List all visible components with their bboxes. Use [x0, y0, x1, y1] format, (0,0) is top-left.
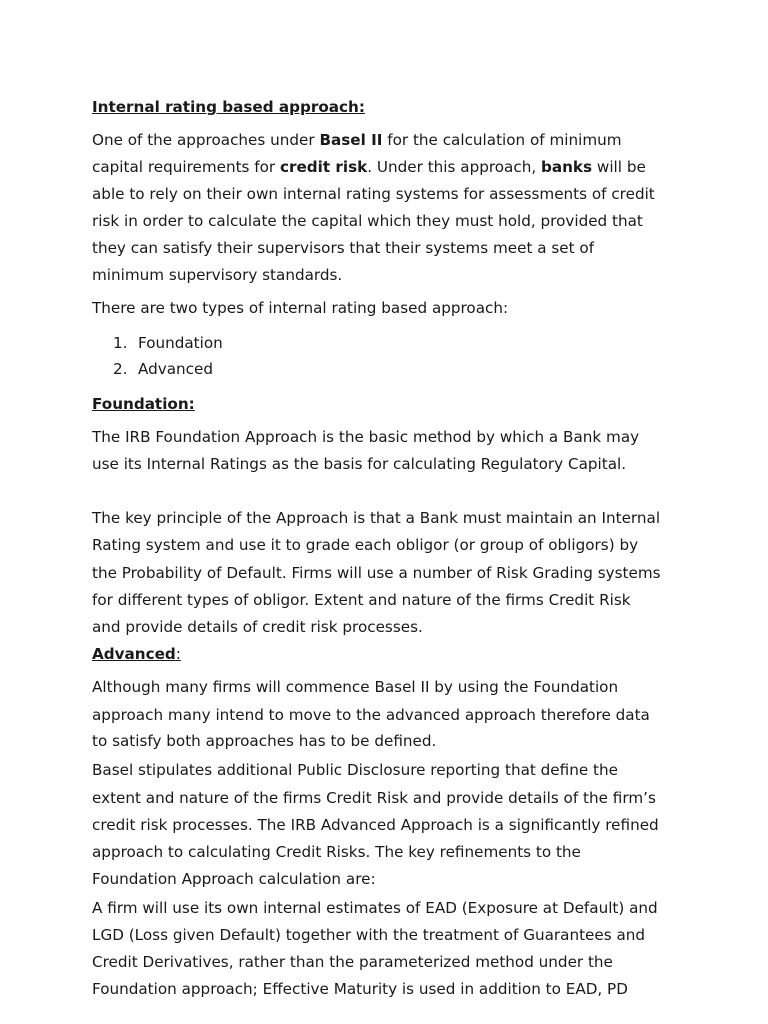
intro-line-6: minimum supervisory standards. — [92, 266, 343, 284]
intro-line-5: they can satisfy their supervisors that their systems meet a set of — [92, 239, 595, 257]
advanced-p3-line: Credit Derivatives, rather than the parameterized method under the — [92, 953, 613, 971]
heading-advanced — [92, 644, 181, 664]
bold-term-credit-risk: credit risk — [280, 158, 368, 176]
advanced-p1-line: approach many intend to move to the advanced approach therefore data — [92, 706, 650, 724]
intro-line-3: able to rely on their own internal rating systems for assessments of credit — [92, 185, 655, 203]
advanced-p1-line: to satisfy both approaches has to be defined. — [92, 732, 437, 750]
list-number: 1. — [113, 334, 128, 352]
bold-term-banks: banks — [541, 158, 593, 176]
intro-text: capital requirements for — [92, 158, 280, 176]
foundation-p2-line: and provide details of credit risk processes. — [92, 618, 423, 636]
intro-line-4: risk in order to calculate the capital which they must hold, provided that — [92, 212, 643, 230]
advanced-p2-line: Foundation Approach calculation are: — [92, 870, 376, 888]
advanced-p1-line: Although many firms will commence Basel II by using the Foundation — [92, 678, 619, 696]
foundation-p2-line: Rating system and use it to grade each obligor (or group of obligors) by — [92, 536, 639, 554]
intro-text: . Under this approach, — [367, 158, 541, 176]
intro-text: will be — [592, 158, 646, 176]
advanced-p2-line: extent and nature of the firms Credit Risk and provide details of the firm’s — [92, 789, 656, 807]
intro-line-2 — [92, 157, 646, 177]
heading-foundation: Foundation: — [92, 395, 195, 413]
advanced-p2-line: approach to calculating Credit Risks. The key refinements to the — [92, 843, 581, 861]
bold-term-basel: Basel II — [319, 131, 383, 149]
advanced-p2-line: Basel stipulates additional Public Disclosure reporting that define the — [92, 761, 618, 779]
intro-text: One of the approaches under — [92, 131, 320, 149]
foundation-p2-line: The key principle of the Approach is that a Bank must maintain an Internal — [92, 509, 661, 527]
foundation-p1-line: The IRB Foundation Approach is the basic method by which a Bank may — [92, 428, 640, 446]
intro-text: for the calculation of minimum — [382, 131, 622, 149]
advanced-p2-line: credit risk processes. The IRB Advanced Approach is a significantly refined — [92, 816, 659, 834]
advanced-p3-line: LGD (Loss given Default) together with the treatment of Guarantees and — [92, 926, 646, 944]
list-item-foundation: Foundation — [138, 334, 223, 352]
heading-advanced-text: Advanced — [92, 645, 176, 663]
foundation-p1-line: use its Internal Ratings as the basis for calculating Regulatory Capital. — [92, 455, 627, 473]
advanced-p3-line: A firm will use its own internal estimates of EAD (Exposure at Default) and — [92, 899, 658, 917]
advanced-p3-line: Foundation approach; Effective Maturity is used in addition to EAD, PD — [92, 980, 628, 998]
list-item-advanced: Advanced — [138, 360, 214, 378]
heading-advanced-colon: : — [175, 645, 181, 663]
types-intro: There are two types of internal rating based approach: — [92, 299, 509, 317]
intro-line-1 — [92, 130, 622, 150]
foundation-p2-line: for different types of obligor. Extent and nature of the firms Credit Risk — [92, 591, 631, 609]
foundation-p2-line: the Probability of Default. Firms will use a number of Risk Grading systems — [92, 564, 661, 582]
list-number: 2. — [113, 360, 128, 378]
heading-internal-rating: Internal rating based approach: — [92, 98, 365, 116]
